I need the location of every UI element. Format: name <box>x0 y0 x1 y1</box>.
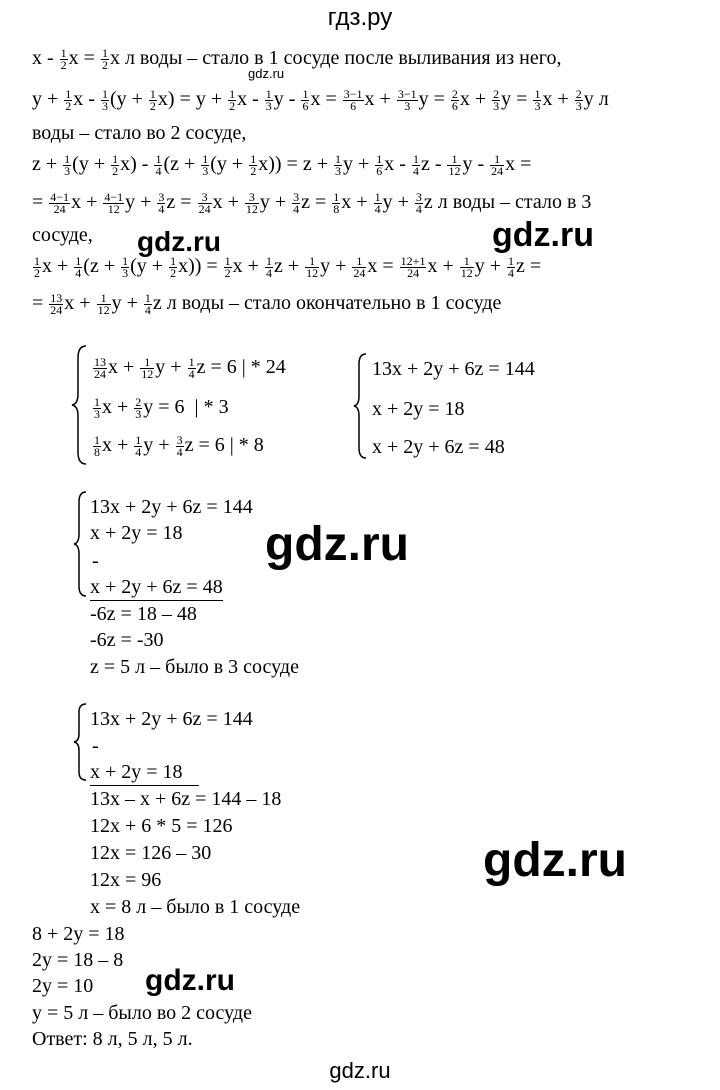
solution-line-4: z + $\frac{1}{3}$ (y + $\frac{1}{2}$ x) - $\frac{1}{4}$ (z + $\frac{1}{3}$ (y + $\frac{1}{2}$ x)) = z + $\frac{1}{3}$ y + $\frac{1}{6}$ x - $\frac{1}{4}$ z - $\frac{1}{12}$ y - $\frac{1}{24}$ x = <box>32 151 532 178</box>
system1-right-eq2: x + 2y = 18 <box>372 398 465 420</box>
watermark: gdz.ru <box>248 66 285 81</box>
system2-step1: -6z = 18 – 48 <box>90 603 197 625</box>
system2-minus: - <box>92 550 99 572</box>
system3-eq1: 13x + 2y + 6z = 144 <box>90 708 253 730</box>
brace-icon <box>70 344 90 466</box>
solution-line-7: $\frac{1}{2}$ x + $\frac{1}{4}$ (z + $\frac{1}{3}$ (y + $\frac{1}{2}$ x)) = $\frac{1}{2}$ x + $\frac{1}{4}$ z + $\frac{1}{12}$ y + $\frac{1}{24}$ x = $\frac{12+1}{24}$ x + $\frac{1}{12}$ y + $\frac{1}{4}$ z = <box>34 253 542 280</box>
system1-eq2: $\frac{1}{3}$ x + $\frac{2}{3}$ y = 6 | * 3 <box>94 394 229 421</box>
system3-eq2: x + 2y = 18 <box>90 759 199 786</box>
solution-line-1: x - $\frac{1}{2}$ x = $\frac{1}{2}$ x л воды – стало в 1 сосуде после выливания из него, <box>32 45 562 72</box>
watermark: gdz.ru <box>265 518 409 571</box>
system2-eq2: x + 2y = 18 <box>90 522 183 544</box>
system1-eq1: $\frac{13}{24}$ x + $\frac{1}{12}$ y + $\frac{1}{4}$ z = 6 | * 24 <box>94 354 286 381</box>
system2-eq3: x + 2y + 6z = 48 <box>90 574 223 601</box>
system2-eq1: 13x + 2y + 6z = 144 <box>90 496 253 518</box>
solution-line-2: y + $\frac{1}{2}$ x - $\frac{1}{3}$ (y + $\frac{1}{2}$ x) = y + $\frac{1}{2}$ x - $\frac{1}{3}$ y - $\frac{1}{6}$ x = $\frac{3-1}{6}$ x + $\frac{3-1}{3}$ y = $\frac{2}{6}$ x + $\frac{2}{3}$ y = $\frac{1}{3}$ x + $\frac{2}{3}$ y л <box>32 86 609 113</box>
brace-icon <box>352 352 370 460</box>
system1-right-eq1: 13x + 2y + 6z = 144 <box>372 358 535 380</box>
final-step3: 2y = 10 <box>32 975 94 997</box>
page-footer: gdz.ru <box>329 1058 391 1083</box>
solution-line-5: = $\frac{4-1}{24}$ x + $\frac{4-1}{12}$ y + $\frac{3}{4}$ z = $\frac{3}{24}$ x + $\frac{3}{12}$ y + $\frac{3}{4}$ z = $\frac{1}{8}$ x + $\frac{1}{4}$ y + $\frac{3}{4}$ z л воды – стало в 3 <box>32 189 592 216</box>
system3-step4: 12x = 96 <box>90 869 162 891</box>
watermark: gdz.ru <box>137 226 221 257</box>
system1-eq3: $\frac{1}{8}$ x + $\frac{1}{4}$ y + $\frac{3}{4}$ z = 6 | * 8 <box>94 432 264 459</box>
watermark: gdz.ru <box>145 964 235 997</box>
solution-line-3: воды – стало во 2 сосуде, <box>32 122 247 144</box>
system1-right-eq3: x + 2y + 6z = 48 <box>372 436 505 458</box>
watermark: gdz.ru <box>492 216 594 254</box>
watermark: gdz.ru <box>483 834 627 887</box>
system2-step2: -6z = -30 <box>90 629 164 651</box>
brace-icon <box>72 702 90 782</box>
final-step4: y = 5 л – было во 2 сосуде <box>32 1002 252 1024</box>
page-header: гдз.ру <box>327 4 393 31</box>
brace-icon <box>72 490 90 598</box>
final-step2: 2y = 18 – 8 <box>32 949 124 971</box>
system3-step5: x = 8 л – было в 1 сосуде <box>90 896 301 918</box>
system2-step3: z = 5 л – было в 3 сосуде <box>90 656 299 678</box>
solution-line-8: = $\frac{13}{24}$ x + $\frac{1}{12}$ y + $\frac{1}{4}$ z л воды – стало окончательно в 1 сосуде <box>32 290 502 317</box>
system3-step1: 13x – x + 6z = 144 – 18 <box>90 788 282 810</box>
system3-step3: 12x = 126 – 30 <box>90 842 212 864</box>
system3-minus: - <box>92 735 99 757</box>
solution-line-6: сосуде, <box>32 224 93 246</box>
final-step1: 8 + 2y = 18 <box>32 923 125 945</box>
system3-step2: 12x + 6 * 5 = 126 <box>90 815 233 837</box>
answer-line: Ответ: 8 л, 5 л, 5 л. <box>32 1028 193 1050</box>
